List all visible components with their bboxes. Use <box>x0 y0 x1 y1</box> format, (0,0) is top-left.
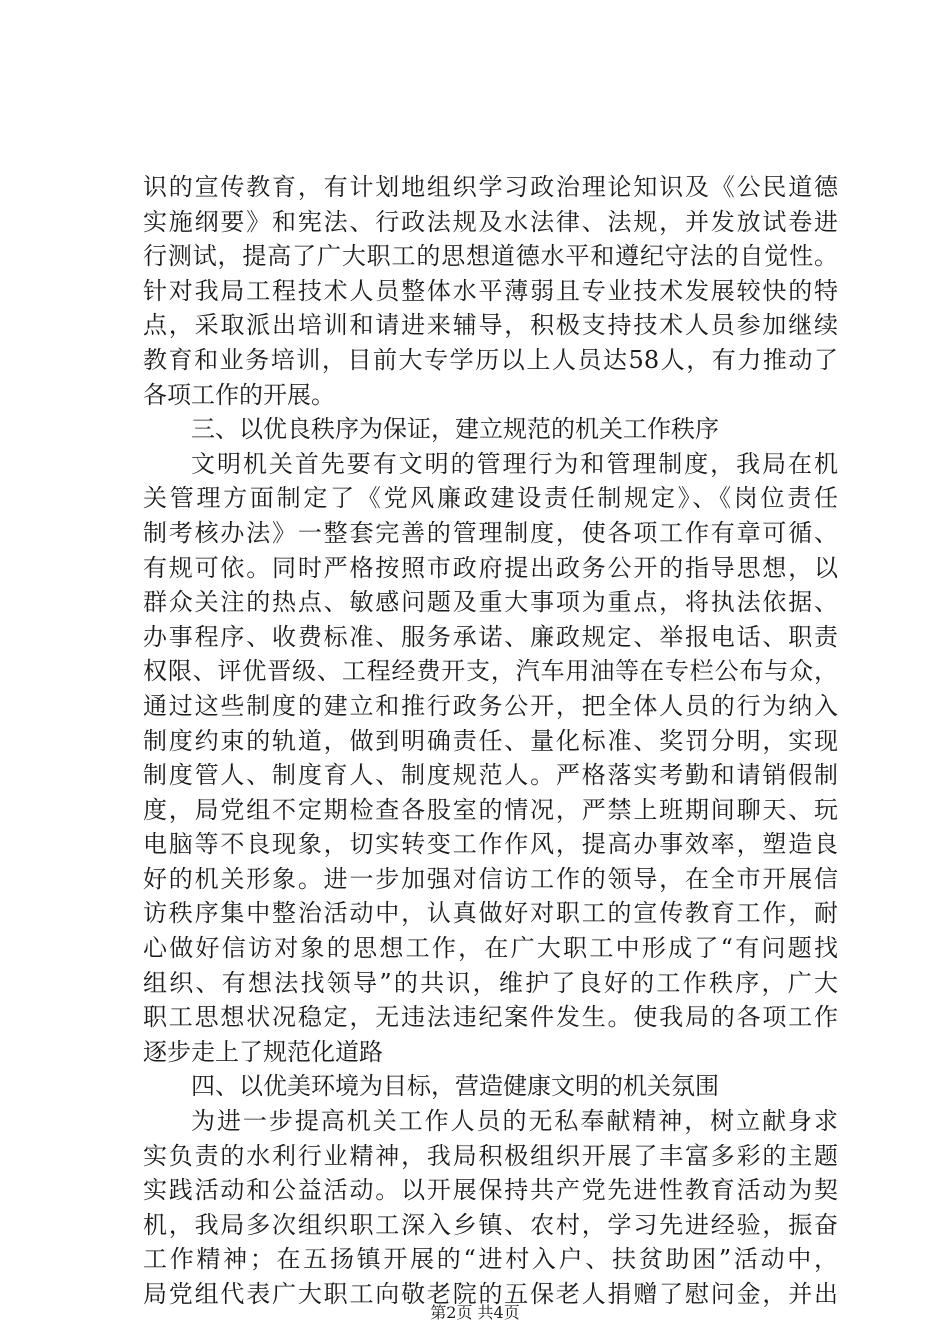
text-line: 局党组代表广大职工向敬老院的五保老人捐赠了慰问金，并出 <box>143 1280 838 1308</box>
text-line: 通过这些制度的建立和推行政务公开，把全体人员的行为纳入 <box>143 691 838 720</box>
text-line: 有规可依。同时严格按照市政府提出政务公开的指导思想，以 <box>143 553 838 582</box>
text-line: 工作精神；在五扬镇开展的“进村入户、扶贫助困”活动中， <box>143 1245 838 1274</box>
section-heading: 三、以优良秩序为保证，建立规范的机关工作秩序 <box>191 415 719 444</box>
text-line: 权限、评优晋级、工程经费开支，汽车用油等在专栏公布与众， <box>143 657 838 686</box>
text-line: 好的机关形象。进一步加强对信访工作的领导，在全市开展信 <box>143 864 838 893</box>
text-line: 心做好信访对象的思想工作，在广大职工中形成了“有问题找 <box>143 934 838 963</box>
text-line: 关管理方面制定了《党风廉政建设责任制规定》、《岗位责任 <box>143 484 838 513</box>
text-line: 群众关注的热点、敏感问题及重大事项为重点，将执法依据、 <box>143 588 838 617</box>
text-line: 制考核办法》一整套完善的管理制度，使各项工作有章可循、 <box>143 518 838 547</box>
text-line: 各项工作的开展。 <box>143 380 335 409</box>
text-line: 行测试，提高了广大职工的思想道德水平和遵纪守法的自觉性。 <box>143 242 838 271</box>
text-line: 办事程序、收费标准、服务承诺、廉政规定、举报电话、职责 <box>143 622 838 651</box>
text-line: 组织、有想法找领导”的共识，维护了良好的工作秩序，广大 <box>143 968 838 997</box>
body-text <box>143 170 838 1312</box>
text-line: 针对我局工程技术人员整体水平薄弱且专业技术发展较快的特 <box>143 276 838 305</box>
text-line: 度，局党组不定期检查各股室的情况，严禁上班期间聊天、玩 <box>143 795 838 824</box>
text-line: 为进一步提高机关工作人员的无私奉献精神，树立献身求 <box>191 1107 838 1136</box>
text-line: 制度管人、制度育人、制度规范人。严格落实考勤和请销假制 <box>143 761 838 790</box>
text-line: 点，采取派出培训和请进来辅导，积极支持技术人员参加继续 <box>143 311 838 340</box>
text-line: 逐步走上了规范化道路 <box>143 1037 383 1066</box>
text-line: 机，我局多次组织职工深入乡镇、农村，学习先进经验，振奋 <box>143 1210 838 1239</box>
text-line: 电脑等不良现象，切实转变工作作风，提高办事效率，塑造良 <box>143 830 838 859</box>
text-line: 实负责的水利行业精神，我局积极组织开展了丰富多彩的主题 <box>143 1141 838 1170</box>
text-line: 实施纲要》和宪法、行政法规及水法律、法规，并发放试卷进 <box>143 207 838 236</box>
text-line: 制度约束的轨道，做到明确责任、量化标准、奖罚分明，实现 <box>143 726 838 755</box>
page-footer: 第2页 共4页 <box>430 1303 520 1322</box>
text-line: 文明机关首先要有文明的管理行为和管理制度，我局在机 <box>191 449 838 478</box>
text-line: 访秩序集中整治活动中，认真做好对职工的宣传教育工作，耐 <box>143 899 838 928</box>
section-heading: 四、以优美环境为目标，营造健康文明的机关氛围 <box>191 1072 719 1101</box>
text-line: 职工思想状况稳定，无违法违纪案件发生。使我局的各项工作 <box>143 1003 838 1032</box>
text-line: 实践活动和公益活动。以开展保持共产党先进性教育活动为契 <box>143 1176 838 1205</box>
text-line: 教育和业务培训，目前大专学历以上人员达58人，有力推动了 <box>143 345 838 374</box>
text-line: 识的宣传教育，有计划地组织学习政治理论知识及《公民道德 <box>143 173 838 201</box>
